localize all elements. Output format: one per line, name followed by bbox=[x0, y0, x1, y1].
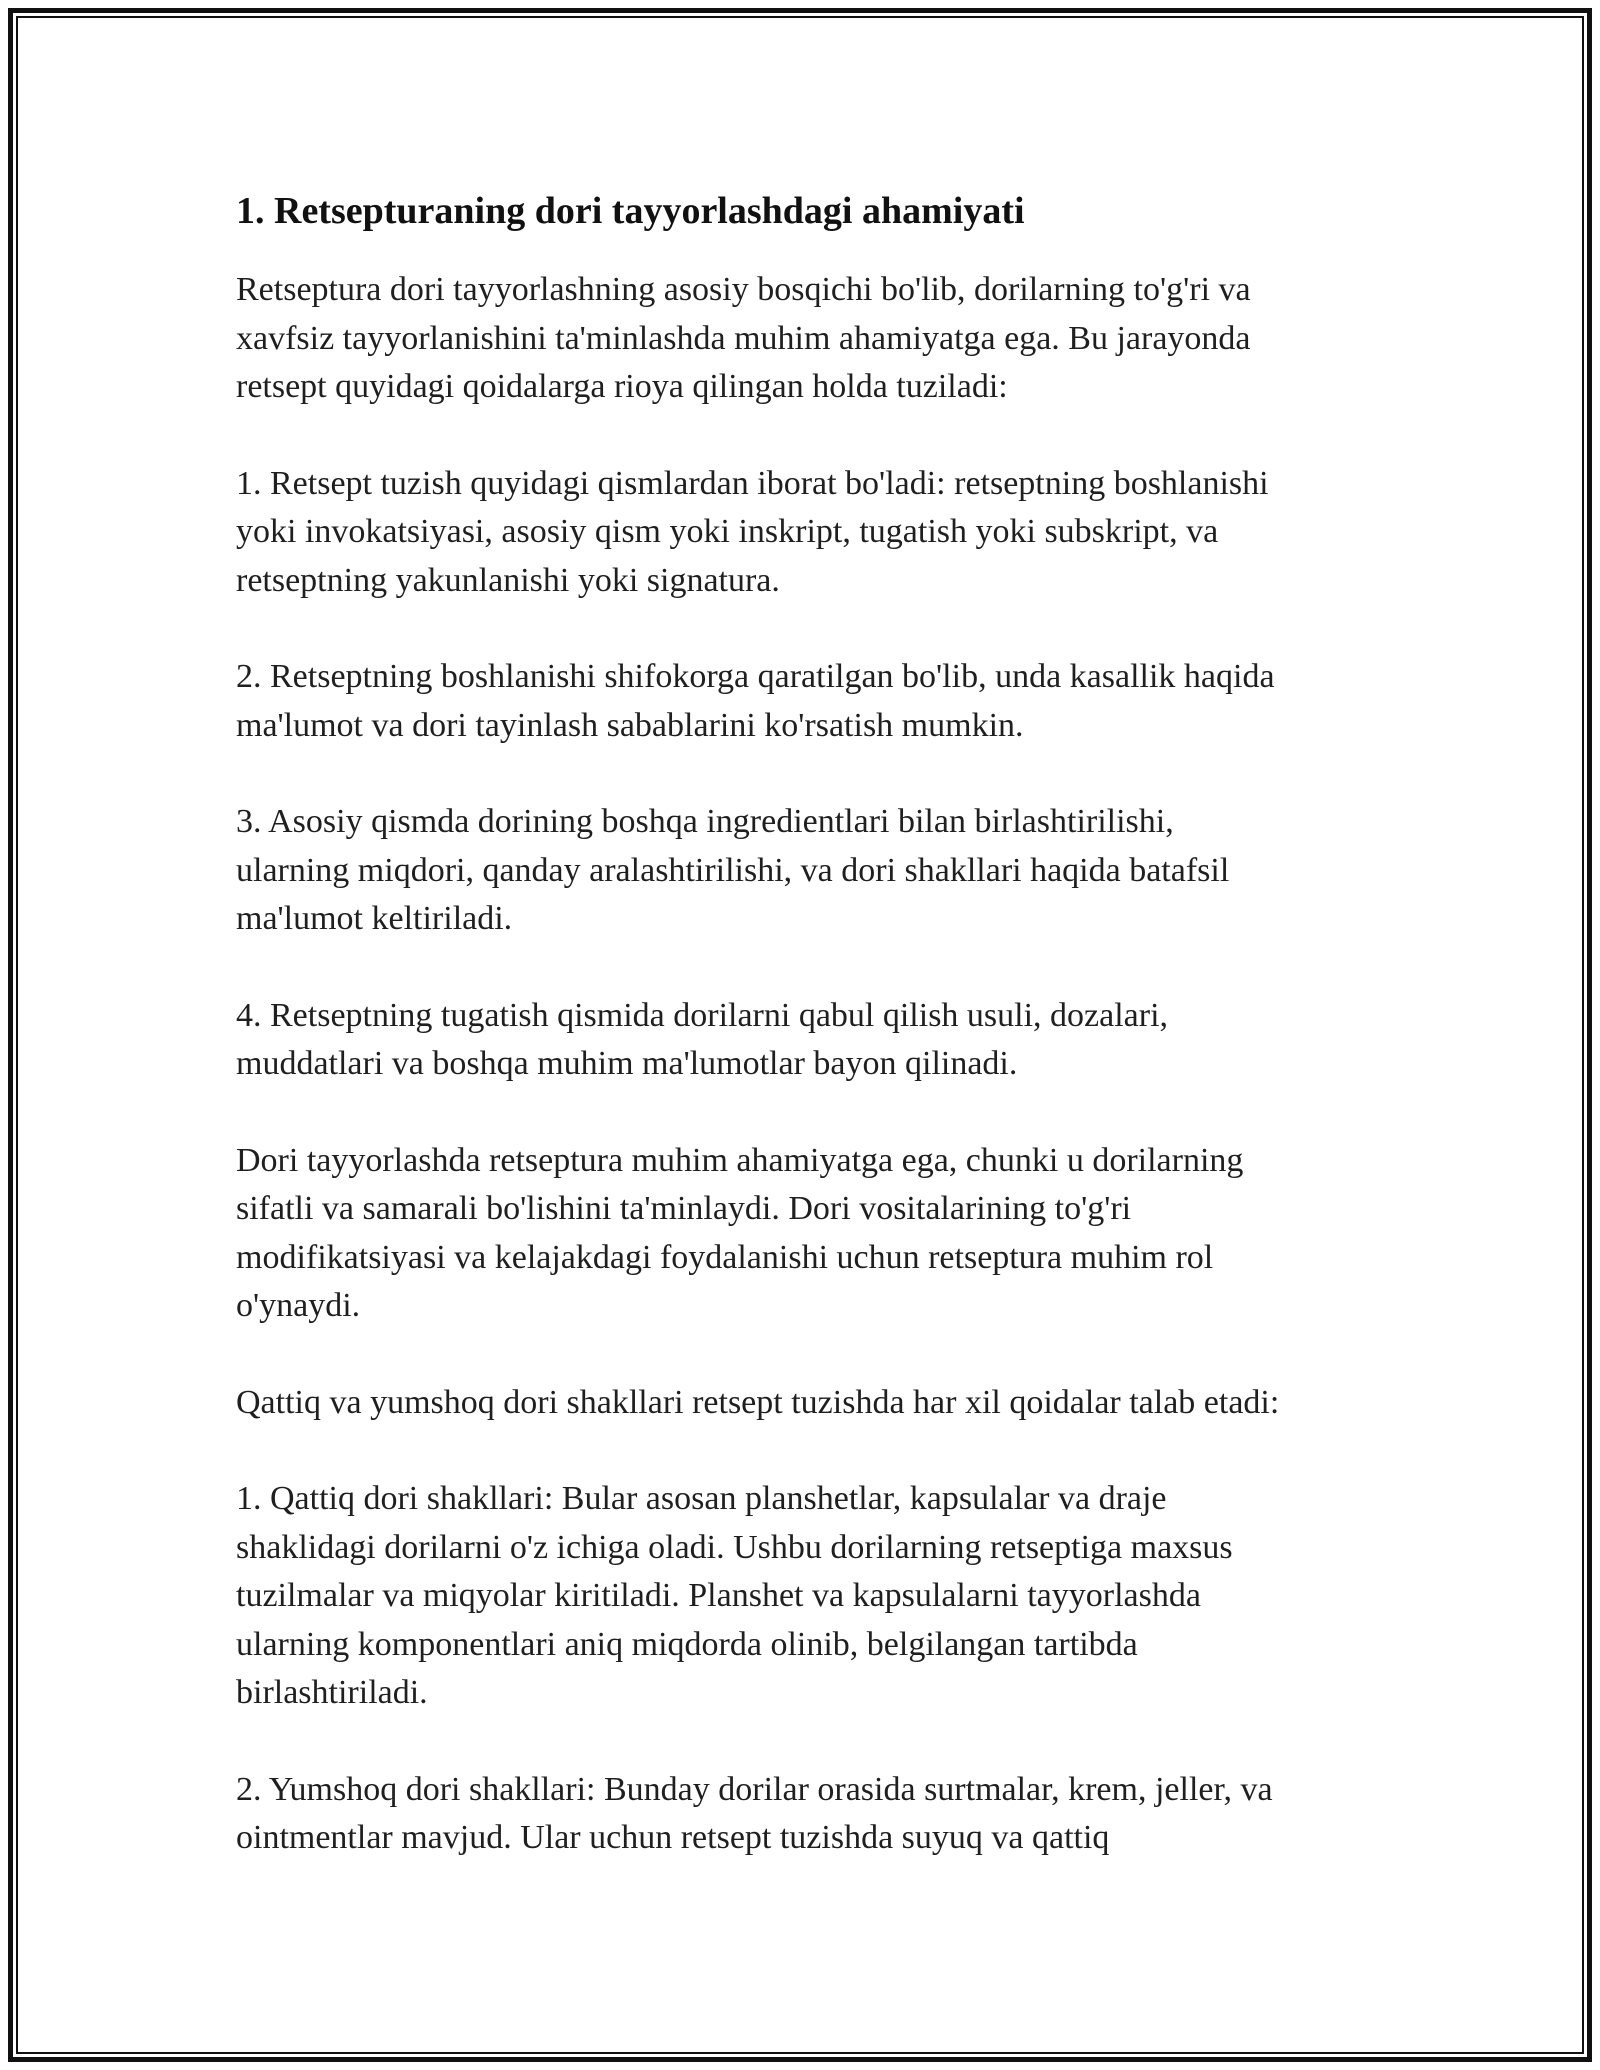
paragraph-forms-intro: Qattiq va yumshoq dori shakllari retsept tuzishda har xil qoidalar talab etadi: bbox=[236, 1383, 1280, 1421]
document-body bbox=[236, 186, 1376, 1911]
paragraph-solid-forms: 1. Qattiq dori shakllari: Bular asosan planshetlar, kapsulalar va draje shaklidagi dorilarni o'z ichiga oladi. Ushbu dorilarning retseptiga maxsus tuzilmalar va miqyolar kiritiladi. Planshet va kapsulalarni tayyorlashda ularning komponentlari aniq miqdorda olinib, belgilangan tartibda birlashtiriladi. bbox=[236, 1480, 1233, 1711]
paragraph-item-2: 2. Retseptning boshlanishi shifokorga qaratilgan bo'lib, unda kasallik haqida ma'lumot va dori tayinlash sabablarini ko'rsatish mumkin. bbox=[236, 658, 1275, 744]
paragraph-summary: Dori tayyorlashda retseptura muhim ahamiyatga ega, chunki u dorilarning sifatli va samarali bo'lishini ta'minlaydi. Dori vositalarining to'g'ri modifikatsiyasi va kelajakdagi foydalanishi uchun retseptura muhim rol o'ynaydi. bbox=[236, 1141, 1244, 1324]
paragraph-item-3: 3. Asosiy qismda dorining boshqa ingredientlari bilan birlashtirilishi, ularning miqdori, qanday aralashtirilishi, va dori shakllari haqida batafsil ma'lumot keltiriladi. bbox=[236, 803, 1230, 937]
paragraph-intro: Retseptura dori tayyorlashning asosiy bosqichi bo'lib, dorilarning to'g'ri va xavfsiz tayyorlanishini ta'minlashda muhim ahamiyatga ega. Bu jarayonda retsept quyidagi qoidalarga rioya qilingan holda tuziladi: bbox=[236, 271, 1251, 405]
paragraph-item-1: 1. Retsept tuzish quyidagi qismlardan iborat bo'ladi: retseptning boshlanishi yoki invokatsiyasi, asosiy qism yoki inskript, tugatish yoki subskript, va retseptning yakunlanishi yoki signatura. bbox=[236, 464, 1269, 599]
section-heading: 1. Retsepturaning dori tayyorlashdagi ahamiyati bbox=[236, 190, 1025, 232]
paragraph-item-4: 4. Retseptning tugatish qismida dorilarni qabul qilish usuli, dozalari, muddatlari va boshqa muhim ma'lumotlar bayon qilinadi. bbox=[236, 996, 1169, 1082]
paragraph-soft-forms: 2. Yumshoq dori shakllari: Bunday dorilar orasida surtmalar, krem, jeller, va ointmentlar mavjud. Ular uchun retsept tuzishda suyuq va qattiq bbox=[236, 1770, 1273, 1856]
